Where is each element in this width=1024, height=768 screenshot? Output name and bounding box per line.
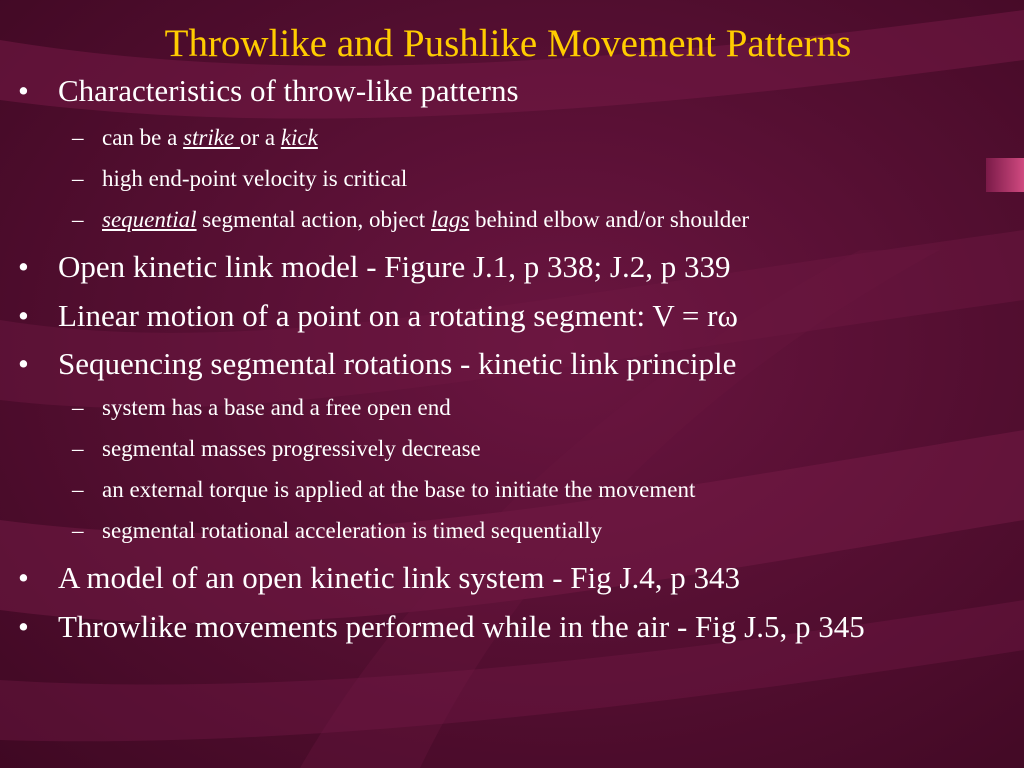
- bullet-item: [18, 346, 736, 382]
- sub-bullet-item: [72, 394, 451, 422]
- sub-bullet-item: [72, 435, 481, 463]
- sub-bullet-marker: –: [72, 207, 84, 232]
- bullet-text: Open kinetic link model - Figure J.1, p 338; J.2, p 339: [58, 249, 731, 284]
- bullet-marker: •: [18, 73, 29, 108]
- sub-bullet-marker: –: [72, 166, 84, 191]
- sub-text: segmental action, object: [196, 207, 431, 232]
- sub-bullet-marker: –: [72, 125, 84, 150]
- term-kick: kick: [280, 125, 318, 150]
- bullet-marker: •: [18, 346, 29, 381]
- sub-text: can be a: [102, 125, 184, 150]
- bullet-text: Throwlike movements performed while in the air - Fig J.5, p 345: [58, 609, 865, 644]
- sub-bullet-item: [72, 517, 602, 545]
- bullet-item: [18, 560, 740, 596]
- bullet-item: [18, 249, 730, 285]
- bullet-marker: •: [18, 249, 29, 284]
- sub-text: system has a base and a free open end: [102, 395, 451, 420]
- term-strike: strike: [183, 125, 240, 150]
- bullet-text: A model of an open kinetic link system - Fig J.4, p 343: [58, 560, 740, 595]
- sub-text: segmental rotational acceleration is timed sequentially: [102, 518, 603, 543]
- sub-text: an external torque is applied at the base to initiate the movement: [102, 477, 696, 502]
- bullet-text: Sequencing segmental rotations - kinetic link principle: [58, 346, 737, 381]
- bullet-text: Characteristics of throw-like patterns: [58, 73, 519, 108]
- sub-bullet-item: [72, 206, 749, 234]
- sub-bullet-item: [72, 165, 407, 193]
- bullet-item: [18, 73, 519, 109]
- slide-title: Throwlike and Pushlike Movement Patterns: [164, 22, 852, 65]
- sub-bullet-item: [72, 476, 695, 504]
- bullet-marker: •: [18, 609, 29, 644]
- sub-text: behind elbow and/or shoulder: [469, 207, 750, 232]
- sub-text: high end-point velocity is critical: [102, 166, 408, 191]
- bullet-text: Linear motion of a point on a rotating segment: V = rω: [58, 298, 738, 333]
- bullet-item: [18, 298, 738, 334]
- term-lags: lags: [430, 207, 470, 232]
- sub-bullet-marker: –: [72, 477, 84, 502]
- term-sequential: sequential: [102, 207, 197, 232]
- sub-bullet-marker: –: [72, 436, 84, 461]
- sub-text: or a: [239, 125, 281, 150]
- sub-bullet-item: [72, 124, 318, 152]
- bullet-marker: •: [18, 298, 29, 333]
- bullet-marker: •: [18, 560, 29, 595]
- sub-text: segmental masses progressively decrease: [102, 436, 481, 461]
- sub-bullet-marker: –: [72, 395, 84, 420]
- bullet-item: [18, 609, 865, 645]
- sub-bullet-marker: –: [72, 518, 84, 543]
